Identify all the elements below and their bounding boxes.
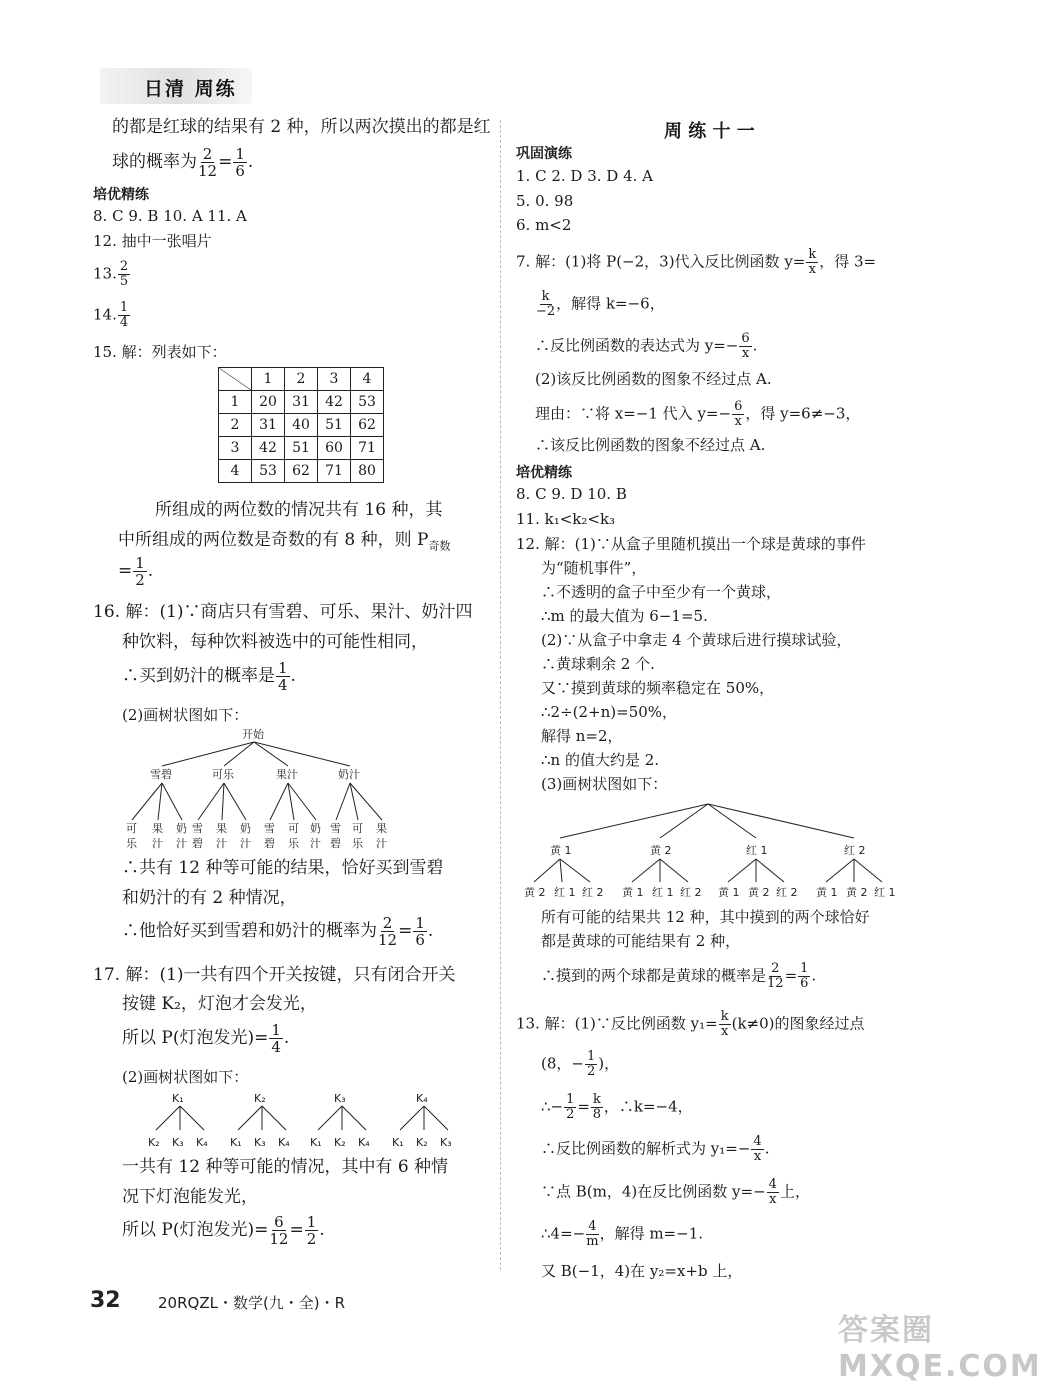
answer-line: ∴该反比例函数的图象不经过点 A. bbox=[535, 436, 766, 454]
svg-text:K₂: K₂ bbox=[148, 1136, 160, 1149]
left-text: 16. 解：(1)∵商店只有雪碧、可乐、果汁、奶汁四 bbox=[93, 602, 473, 622]
svg-text:K₃: K₃ bbox=[440, 1136, 452, 1149]
answer-line: (2)∵从盒子中拿走 4 个黄球后进行摸球试验， bbox=[541, 631, 852, 649]
table-corner bbox=[219, 368, 252, 391]
left-text: ∴共有 12 种等可能的结果，恰好买到雪碧 bbox=[122, 858, 444, 878]
left-text: 17. 解：(1)一共有四个开关按键，只有闭合开关 bbox=[93, 965, 456, 985]
table-header-cell: 1 bbox=[252, 368, 285, 391]
svg-text:黄 2: 黄 2 bbox=[748, 886, 770, 899]
svg-text:红 2: 红 2 bbox=[776, 886, 798, 899]
answer-line: ∴反比例函数的解析式为 y₁=− $\frac{4}{x}$ . bbox=[541, 1134, 770, 1164]
answer-line: 13. 解：(1)∵反比例函数 y₁= $\frac{k}{x}$ (k≠0)的图象经过点 bbox=[516, 1009, 865, 1039]
table-header-cell: 2 bbox=[285, 368, 318, 391]
svg-text:红 2: 红 2 bbox=[582, 886, 604, 899]
table-cell: 53 bbox=[351, 391, 384, 414]
answer-line: 7. 解：(1)将 P(−2，3)代入反比例函数 y= $\frac{k}{x}$ ，得 3= bbox=[516, 247, 877, 277]
table-header-cell: 3 bbox=[318, 368, 351, 391]
answer-line: 14. $\frac{1}{4}$ bbox=[93, 300, 129, 330]
svg-text:果: 果 bbox=[152, 822, 163, 835]
svg-text:K₄: K₄ bbox=[416, 1092, 428, 1105]
left-text: 况下灯泡能发光， bbox=[122, 1187, 258, 1207]
svg-text:奶: 奶 bbox=[176, 822, 187, 835]
drink-tree-diagram bbox=[118, 726, 398, 852]
section-heading: 培优精练 bbox=[516, 465, 572, 481]
table-cell: 71 bbox=[351, 437, 384, 460]
answer-line: (3)画树状图如下： bbox=[541, 775, 668, 793]
svg-text:红 1: 红 1 bbox=[746, 844, 768, 857]
svg-text:乐: 乐 bbox=[352, 837, 363, 850]
svg-text:K₂: K₂ bbox=[254, 1092, 266, 1105]
answer-line: 又∵摸到黄球的频率稳定在 50%， bbox=[541, 679, 775, 697]
answer-line: ∴m 的最大值为 6−1=5. bbox=[541, 607, 708, 625]
left-text: ∴买到奶汁的概率是 $\frac{1}{4}$ . bbox=[122, 659, 296, 694]
table-cell: 20 bbox=[252, 391, 285, 414]
svg-text:雪: 雪 bbox=[264, 822, 275, 835]
svg-text:果: 果 bbox=[376, 822, 387, 835]
section-heading: 培优精练 bbox=[93, 187, 149, 203]
svg-text:黄 2: 黄 2 bbox=[846, 886, 868, 899]
answer-line: $\frac{k}{-2}$ ，解得 k=−6， bbox=[536, 289, 665, 319]
svg-text:碧: 碧 bbox=[264, 837, 275, 850]
table-cell: 51 bbox=[285, 437, 318, 460]
svg-text:汁: 汁 bbox=[176, 837, 187, 850]
left-text: 和奶汁的有 2 种情况， bbox=[122, 888, 297, 908]
tree-node: 可乐 bbox=[212, 768, 234, 781]
svg-text:果: 果 bbox=[216, 822, 227, 835]
svg-text:K₃: K₃ bbox=[172, 1136, 184, 1149]
tree-node: 雪碧 bbox=[150, 768, 172, 781]
ball-tree-diagram bbox=[520, 802, 900, 900]
svg-text:K₁: K₁ bbox=[230, 1136, 242, 1149]
left-text: 球的概率为 $\frac{2}{12}$ = $\frac{1}{6}$ . bbox=[112, 145, 254, 180]
answer-line: ∴2÷(2+n)=50%， bbox=[541, 703, 678, 721]
svg-text:黄 1: 黄 1 bbox=[550, 844, 572, 857]
watermark-logo bbox=[838, 1305, 1042, 1384]
svg-text:汁: 汁 bbox=[216, 837, 227, 850]
tree-node: 果汁 bbox=[276, 768, 298, 781]
table-cell: 42 bbox=[252, 437, 285, 460]
switch-tree-diagram bbox=[140, 1088, 470, 1154]
left-text: 所以 P(灯泡发光)= $\frac{6}{12}$ = $\frac{1}{2}$ . bbox=[122, 1213, 325, 1248]
table-cell: 4 bbox=[219, 460, 252, 483]
svg-text:汁: 汁 bbox=[310, 837, 321, 850]
answer-line: ∴− $\frac{1}{2}$ = $\frac{k}{8}$ ，∴k=−4， bbox=[541, 1092, 693, 1122]
answer-line: 11. k₁<k₂<k₃ bbox=[516, 510, 616, 528]
svg-text:K₃: K₃ bbox=[334, 1092, 346, 1105]
answer-line: 8. C 9. D 10. B bbox=[516, 485, 627, 503]
table-cell: 1 bbox=[219, 391, 252, 414]
svg-text:黄 2: 黄 2 bbox=[650, 844, 672, 857]
svg-text:可: 可 bbox=[288, 822, 299, 835]
column-divider bbox=[500, 120, 501, 1270]
answer-line: ∴不透明的盒子中至少有一个黄球， bbox=[541, 583, 782, 601]
svg-text:K₄: K₄ bbox=[278, 1136, 290, 1149]
left-text: 种饮料，每种饮料被选中的可能性相同， bbox=[122, 632, 428, 652]
tree-root: 开始 bbox=[242, 728, 264, 741]
svg-text:汁: 汁 bbox=[376, 837, 387, 850]
svg-text:雪: 雪 bbox=[330, 822, 341, 835]
table-row bbox=[219, 437, 384, 460]
table-cell: 71 bbox=[318, 460, 351, 483]
svg-text:奶: 奶 bbox=[240, 822, 251, 835]
svg-text:乐: 乐 bbox=[288, 837, 299, 850]
answer-line: 13. $\frac{2}{5}$ bbox=[93, 259, 129, 289]
answer-line: (2)该反比例函数的图象不经过点 A. bbox=[535, 370, 772, 388]
left-text: 中所组成的两位数是奇数的有 8 种，则 $P_{奇数}$ bbox=[118, 530, 451, 553]
answer-line: ∴4=− $\frac{4}{m}$ ，解得 m=−1. bbox=[541, 1219, 704, 1249]
svg-text:雪: 雪 bbox=[192, 822, 203, 835]
svg-text:K₂: K₂ bbox=[334, 1136, 346, 1149]
left-text: ∴他恰好买到雪碧和奶汁的概率为 $\frac{2}{12}$ = $\frac{1}{6}$ . bbox=[122, 914, 434, 949]
svg-text:红 1: 红 1 bbox=[652, 886, 674, 899]
tree-node: 奶汁 bbox=[338, 768, 360, 781]
answer-line: 12. 解：(1)∵从盒子里随机摸出一个球是黄球的事件 bbox=[516, 535, 866, 553]
svg-text:K₁: K₁ bbox=[172, 1092, 184, 1105]
svg-text:K₄: K₄ bbox=[358, 1136, 370, 1149]
answer-line: 都是黄球的可能结果有 2 种， bbox=[541, 932, 741, 950]
table-cell: 2 bbox=[219, 414, 252, 437]
table-cell: 62 bbox=[285, 460, 318, 483]
answer-line: ∴n 的值大约是 2. bbox=[541, 751, 660, 769]
answer-line: 5. 0. 98 bbox=[516, 192, 574, 210]
table-cell: 62 bbox=[351, 414, 384, 437]
left-text: 所组成的两位数的情况共有 16 种，其 bbox=[155, 500, 443, 520]
answer-line: 理由：∵将 x=−1 代入 y=− $\frac{6}{x}$ ，得 y=6≠−3， bbox=[535, 399, 861, 429]
svg-text:黄 1: 黄 1 bbox=[718, 886, 740, 899]
left-text: = $\frac{1}{2}$ . bbox=[118, 554, 154, 589]
svg-text:红 1: 红 1 bbox=[874, 886, 896, 899]
svg-text:黄 2: 黄 2 bbox=[524, 886, 546, 899]
answer-line: 1. C 2. D 3. D 4. A bbox=[516, 167, 653, 185]
answer-line: 解得 n=2， bbox=[541, 727, 623, 745]
answer-line: ∵点 B(m，4)在反比例函数 y=− $\frac{4}{x}$ 上， bbox=[541, 1177, 810, 1207]
svg-text:汁: 汁 bbox=[152, 837, 163, 850]
svg-text:红 1: 红 1 bbox=[554, 886, 576, 899]
svg-text:K₂: K₂ bbox=[416, 1136, 428, 1149]
table-header-cell: 4 bbox=[351, 368, 384, 391]
left-text: 的都是红球的结果有 2 种，所以两次摸出的都是红 bbox=[112, 117, 491, 137]
table-cell: 51 bbox=[318, 414, 351, 437]
svg-text:汁: 汁 bbox=[240, 837, 251, 850]
table-row bbox=[219, 414, 384, 437]
header-title: 日清 周练 bbox=[144, 78, 237, 100]
page-number: 32 bbox=[90, 1288, 121, 1313]
left-text: 所以 P(灯泡发光)= $\frac{1}{4}$ . bbox=[122, 1021, 290, 1056]
svg-text:可: 可 bbox=[352, 822, 363, 835]
svg-text:K₃: K₃ bbox=[254, 1136, 266, 1149]
left-text: (2)画树状图如下： bbox=[122, 1068, 249, 1086]
two-digit-table bbox=[218, 367, 384, 483]
svg-text:可: 可 bbox=[126, 822, 137, 835]
table-cell: 40 bbox=[285, 414, 318, 437]
answer-line: ∴摸到的两个球都是黄球的概率是 $\frac{2}{12}$ = $\frac{1}{6}$ . bbox=[541, 961, 817, 991]
answer-line: 8. C 9. B 10. A 11. A bbox=[93, 207, 247, 225]
table-cell: 31 bbox=[285, 391, 318, 414]
answer-line: 6. m<2 bbox=[516, 216, 572, 234]
footer-text: 20RQZL・数学(九・全)・R bbox=[158, 1294, 346, 1312]
svg-text:K₁: K₁ bbox=[392, 1136, 404, 1149]
table-cell: 42 bbox=[318, 391, 351, 414]
answer-line: 15. 解：列表如下： bbox=[93, 343, 227, 361]
svg-text:红 2: 红 2 bbox=[844, 844, 866, 857]
table-cell: 80 bbox=[351, 460, 384, 483]
svg-text:碧: 碧 bbox=[330, 837, 341, 850]
svg-text:黄 1: 黄 1 bbox=[622, 886, 644, 899]
table-cell: 53 bbox=[252, 460, 285, 483]
table-row bbox=[219, 368, 384, 391]
table-row bbox=[219, 391, 384, 414]
svg-text:K₁: K₁ bbox=[310, 1136, 322, 1149]
svg-text:红 2: 红 2 bbox=[680, 886, 702, 899]
table-cell: 60 bbox=[318, 437, 351, 460]
answer-line: 12. 抽中一张唱片 bbox=[93, 232, 212, 250]
left-text: (2)画树状图如下： bbox=[122, 706, 249, 724]
svg-text:碧: 碧 bbox=[192, 837, 203, 850]
left-text: 按键 K₂，灯泡才会发光， bbox=[122, 994, 317, 1014]
answer-line: 为“随机事件”， bbox=[541, 559, 647, 577]
answer-line: (8，− $\frac{1}{2}$ )， bbox=[541, 1049, 620, 1079]
watermark-text: 答案圈 MXQE.COM bbox=[838, 1313, 1042, 1384]
svg-text:奶: 奶 bbox=[310, 822, 321, 835]
svg-text:乐: 乐 bbox=[126, 837, 137, 850]
left-text: 一共有 12 种等可能的情况，其中有 6 种情 bbox=[122, 1157, 449, 1177]
table-cell: 3 bbox=[219, 437, 252, 460]
answer-line: ∴黄球剩余 2 个. bbox=[541, 655, 655, 673]
table-cell: 31 bbox=[252, 414, 285, 437]
svg-text:黄 1: 黄 1 bbox=[816, 886, 838, 899]
table-row bbox=[219, 460, 384, 483]
answer-line: 又 B(−1，4)在 y₂=x+b 上， bbox=[541, 1262, 743, 1280]
right-title: 周 练 十 一 bbox=[664, 121, 755, 142]
answer-line: 所有可能的结果共 12 种，其中摸到的两个球恰好 bbox=[541, 908, 870, 926]
answer-line: ∴反比例函数的表达式为 y=− $\frac{6}{x}$ . bbox=[535, 331, 758, 361]
section-heading: 巩固演练 bbox=[516, 146, 572, 162]
svg-text:K₄: K₄ bbox=[196, 1136, 208, 1149]
section-header bbox=[100, 68, 252, 104]
